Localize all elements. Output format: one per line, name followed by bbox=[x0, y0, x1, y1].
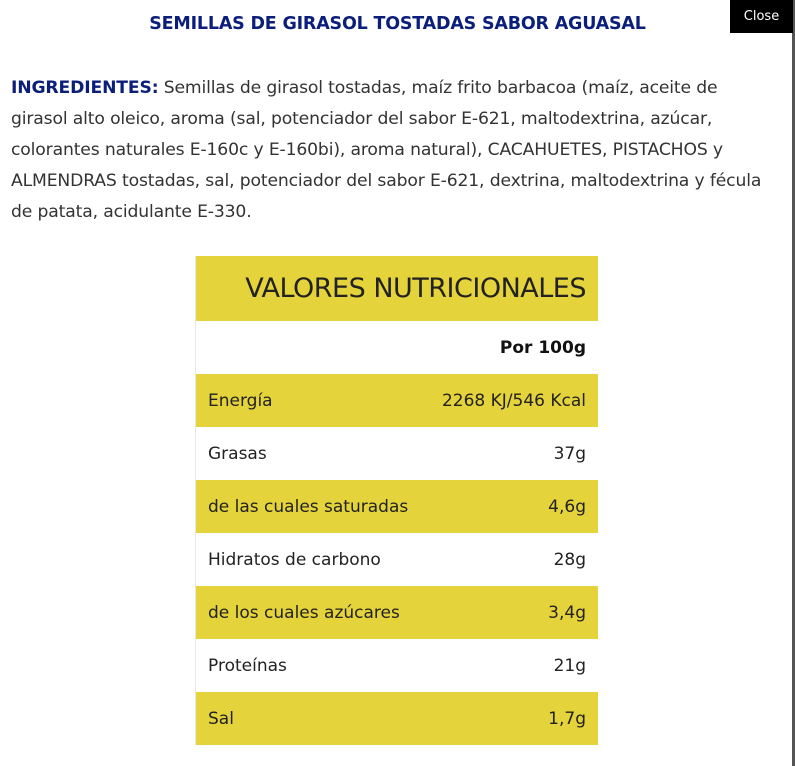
nutrition-heading: VALORES NUTRICIONALES bbox=[196, 256, 599, 321]
product-title: SEMILLAS DE GIRASOL TOSTADAS SABOR AGUASAL bbox=[149, 14, 646, 34]
nutrient-value: 2268 KJ/546 Kcal bbox=[426, 374, 598, 427]
nutrient-name: Energía bbox=[196, 374, 426, 427]
nutrient-name: Sal bbox=[196, 692, 426, 745]
nutrient-value: 37g bbox=[553, 443, 586, 464]
table-row bbox=[196, 639, 599, 692]
nutrient-value: 4,6g bbox=[426, 480, 598, 533]
close-button[interactable]: Close bbox=[730, 0, 793, 33]
nutrient-value: 28g bbox=[553, 549, 586, 570]
table-row bbox=[196, 374, 599, 427]
nutrient-name: Proteínas bbox=[208, 655, 287, 676]
table-row bbox=[196, 533, 599, 586]
ingredients-paragraph bbox=[11, 73, 776, 228]
ingredients-label: INGREDIENTES: bbox=[11, 78, 159, 98]
nutrient-name: Hidratos de carbono bbox=[208, 549, 381, 570]
table-row bbox=[196, 427, 599, 480]
nutrient-name: Grasas bbox=[208, 443, 267, 464]
nutrition-table bbox=[195, 256, 598, 745]
per-100g-label: Por 100g bbox=[499, 337, 586, 358]
per-100g-row bbox=[196, 321, 599, 374]
table-row bbox=[196, 692, 599, 745]
nutrient-value: 1,7g bbox=[426, 692, 598, 745]
nutrient-name: de los cuales azúcares bbox=[196, 586, 426, 639]
nutrient-name: de las cuales saturadas bbox=[196, 480, 426, 533]
nutrient-value: 3,4g bbox=[426, 586, 598, 639]
table-row bbox=[196, 586, 599, 639]
nutrition-heading-row bbox=[196, 256, 599, 321]
nutrient-value: 21g bbox=[553, 655, 586, 676]
table-row bbox=[196, 480, 599, 533]
ingredients-text: Semillas de girasol tostadas, maíz frito barbacoa (maíz, aceite de girasol alto oleico, aroma (sal, potenciador del sabor E-621, maltodextrina, azúcar, colorantes naturales E-160c y E-160bi), aroma natural), CACAHUETES, PISTACHOS y ALMENDRAS tostadas, sal, potenciador del sabor E-621, dextrina, maltodextrina y fécula de patata, acidulante E-330. bbox=[11, 78, 762, 222]
